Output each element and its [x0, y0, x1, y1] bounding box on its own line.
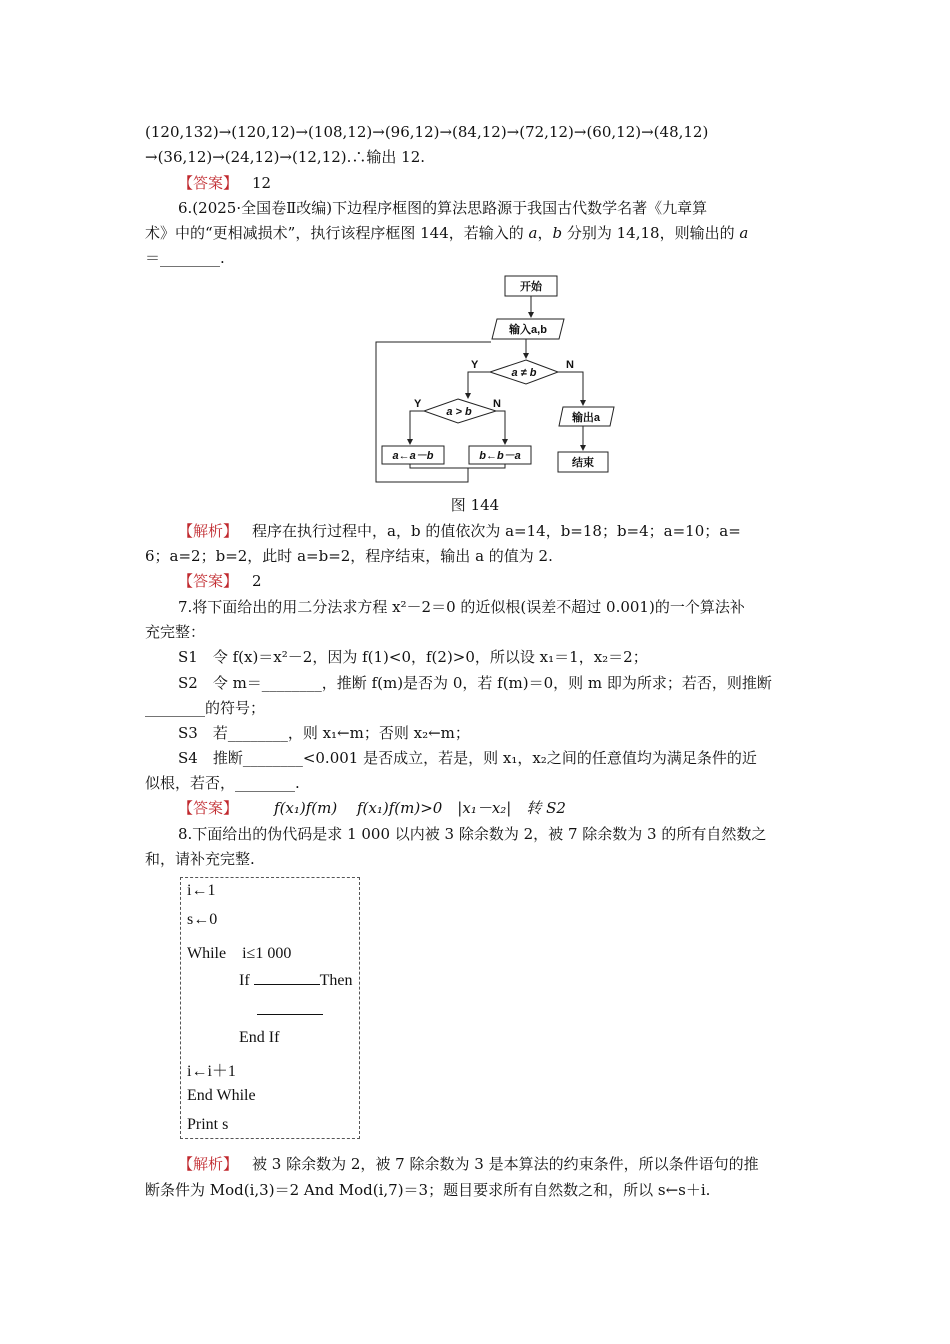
assign-b-label: b←b－a	[479, 450, 521, 462]
figure-caption: 图 144	[450, 496, 500, 514]
code-line-9: Print s	[187, 1116, 229, 1133]
answer-line-5	[178, 172, 271, 194]
analysis-tag: 【解析】	[178, 1155, 239, 1173]
assign-a-label: a←a－b	[392, 450, 434, 462]
flowchart	[370, 272, 620, 490]
q7-s3: S3 若________，则 x₁←m；否则 x₂←m；	[178, 724, 470, 742]
sequence-line-2: →(36,12)→(24,12)→(12,12).∴输出 12.	[145, 148, 426, 166]
q7-s2a: S2 令 m＝________，推断 f(m)是否为 0，若 f(m)＝0，则 m 即为所求；若否，则推断	[178, 674, 772, 692]
cond2-label: a > b	[446, 406, 472, 418]
blank-statement	[257, 1000, 323, 1015]
q8-analysis-2: 断条件为 Mod(i,3)＝2 And Mod(i,7)＝3；题目要求所有自然数之和，所以 s←s＋i.	[145, 1181, 711, 1199]
q7-answer: 【答案】 f(x₁)f(m) f(x₁)f(m)>0 |x₁－x₂| 转 S2	[178, 799, 566, 817]
no-label-2: N	[493, 398, 501, 410]
q6-line-2: 术》中的“更相减损术”，执行该程序框图 144，若输入的 a，b 分别为 14,18，则输出的 a	[145, 224, 749, 242]
analysis-tag: 【解析】	[178, 522, 239, 540]
q7-s4b: 似根，若否，________.	[145, 774, 300, 792]
no-label-1: N	[566, 359, 574, 371]
q6-line-3: ＝________.	[145, 249, 225, 267]
q7-s4a: S4 推断________<0.001 是否成立，若是，则 x₁，x₂之间的任意值均为满足条件的近	[178, 749, 757, 767]
q8-line-1: 8.下面给出的伪代码是求 1 000 以内被 3 除余数为 2，被 7 除余数为 3 的所有自然数之	[178, 825, 767, 843]
answer-tag: 【答案】	[178, 174, 239, 192]
q8-line-2: 和，请补充完整.	[145, 850, 255, 868]
end-label: 结束	[572, 457, 594, 469]
answer-tag: 【答案】	[178, 572, 239, 590]
q7-line-1: 7.将下面给出的用二分法求方程 x²－2＝0 的近似根(误差不超过 0.001)的一个算法补	[178, 598, 745, 616]
code-line-3: While i≤1 000	[187, 945, 292, 962]
cond1-label: a ≠ b	[511, 367, 537, 379]
code-line-7: i←i＋1	[187, 1063, 236, 1080]
q7-s1: S1 令 f(x)＝x²－2，因为 f(1)<0，f(2)>0，所以设 x₁＝1，x₂＝2；	[178, 648, 648, 666]
output-label: 输出a	[571, 412, 601, 424]
q6-analysis-2: 6；a=2；b=2，此时 a=b=2，程序结束，输出 a 的值为 2.	[145, 547, 553, 565]
blank-condition	[254, 970, 320, 985]
q7-line-2: 充完整：	[145, 623, 206, 641]
q6-line-1: 6.(2025·全国卷Ⅱ改编)下边程序框图的算法思路源于我国古代数学名著《九章算	[178, 199, 708, 217]
q6-analysis-1: 【解析】 程序在执行过程中，a，b 的值依次为 a=14，b=18；b=4；a=10；a=	[178, 522, 741, 540]
yes-label-2: Y	[414, 398, 422, 410]
sequence-line-1: (120,132)→(120,12)→(108,12)→(96,12)→(84,12)→(72,12)→(60,12)→(48,12)	[145, 123, 709, 141]
code-line-1: i←1	[187, 882, 216, 899]
code-line-5	[257, 1000, 323, 1020]
pseudocode-box	[180, 877, 360, 1139]
code-line-2: s←0	[187, 911, 218, 928]
answer-tag: 【答案】	[178, 799, 239, 817]
yes-label-1: Y	[471, 359, 479, 371]
code-line-8: End While	[187, 1087, 256, 1104]
answer-value: 12	[252, 174, 272, 192]
code-line-4: If Then	[239, 972, 353, 989]
start-label: 开始	[520, 281, 542, 293]
code-line-6: End If	[239, 1029, 280, 1046]
q8-analysis-1: 【解析】 被 3 除余数为 2，被 7 除余数为 3 是本算法的约束条件，所以条件语句的推	[178, 1155, 759, 1173]
q7-s2b: ________的符号；	[145, 699, 266, 717]
input-label: 输入a,b	[509, 324, 547, 336]
q6-answer: 【答案】 2	[178, 572, 262, 590]
